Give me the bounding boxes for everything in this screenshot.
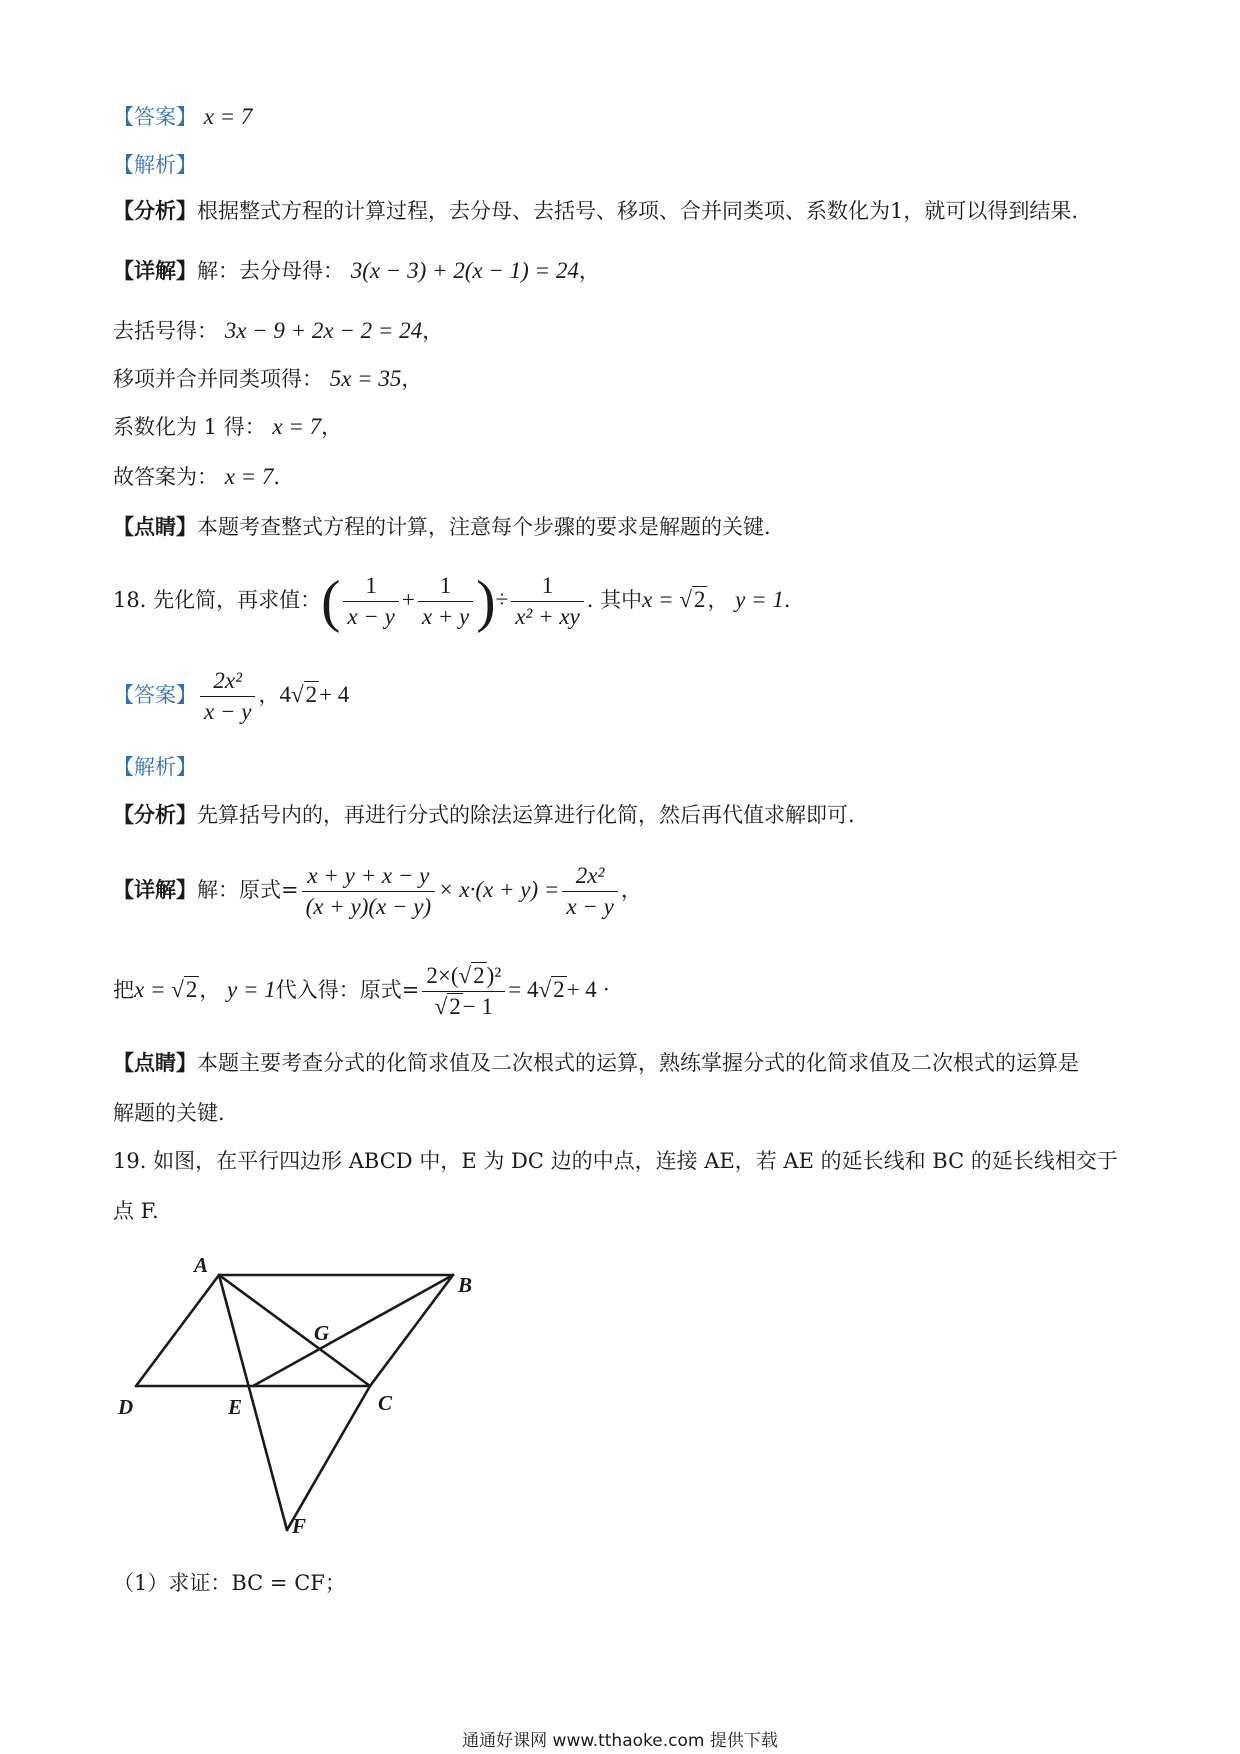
answer-sqrt-arg: 2 xyxy=(305,682,318,707)
step4-math: x = 7 xyxy=(272,414,322,439)
frac1 xyxy=(343,571,398,632)
q17-answer xyxy=(113,102,252,132)
q17-jiexi-tag: 【解析】 xyxy=(113,153,197,177)
sub-num xyxy=(422,961,505,992)
q18-answer xyxy=(113,660,349,730)
edge-ad xyxy=(136,1275,219,1386)
sub-result-sqrt: √2 xyxy=(538,977,565,1002)
xiangjie-tag: 【详解】 xyxy=(113,877,197,902)
sqrt-arg: 2 xyxy=(693,587,706,612)
sub-result-a: = 4 xyxy=(508,977,539,1002)
condition-end: . xyxy=(783,588,791,612)
sub-label1: 把 xyxy=(113,978,134,1002)
sub-den-sqrt-arg: 2 xyxy=(449,994,461,1019)
sub-sqrt-arg: 2 xyxy=(185,977,198,1002)
label-a: A xyxy=(194,1253,209,1277)
xiangjie-mult: × x·(x + y) = xyxy=(438,877,560,902)
sub-label2: 代入得：原式= xyxy=(275,978,420,1002)
label-b: B xyxy=(458,1273,473,1297)
fenxi-tag: 【分析】 xyxy=(113,198,197,223)
dianjing-tag: 【点睛】 xyxy=(113,514,197,539)
fenxi-text: 先算括号内的，再进行分式的除法运算进行化简，然后再代值求解即可. xyxy=(197,803,855,827)
xiangjie-result-den: x − y xyxy=(566,894,614,919)
dianjing-text1: 本题主要考查分式的化简求值及二次根式的运算，熟练掌握分式的化简求值及二次根式的运算是 xyxy=(197,1051,1079,1075)
dianjing-tag: 【点睛】 xyxy=(113,1050,197,1075)
sub-den xyxy=(422,992,505,1022)
answer-value-a: 4 xyxy=(279,682,291,707)
xiangjie-label: 解：原式= xyxy=(197,878,299,902)
parallelogram-figure xyxy=(110,1248,490,1548)
step3-end: ， xyxy=(401,367,423,391)
answer-math: x = 7 xyxy=(203,104,253,129)
sub-num-sqrt: √2 xyxy=(458,963,485,988)
sub-num-a: 2×( xyxy=(426,963,459,988)
condition-prefix: . 其中 xyxy=(586,588,643,612)
sub-sep: ， xyxy=(199,978,221,1002)
frac1-den: x − y xyxy=(347,604,395,629)
q18-dianjing-cont: 解题的关键. xyxy=(113,1101,225,1125)
frac3-num: 1 xyxy=(511,571,584,602)
frac3-den: x² + xy xyxy=(515,604,580,629)
q17-step5 xyxy=(113,462,280,492)
q18-substitution xyxy=(113,952,610,1028)
step1-end: ， xyxy=(578,259,600,283)
xiangjie-result-num: 2x² xyxy=(562,861,617,892)
page-footer: 通通好课网 www.tthaoke.com 提供下载 xyxy=(462,1731,778,1751)
answer-frac xyxy=(200,666,255,727)
xiangjie-frac xyxy=(302,861,436,922)
segment-cf xyxy=(287,1386,370,1530)
label-d: D xyxy=(118,1395,134,1419)
sqrt-2: √2 xyxy=(679,587,706,612)
q17-dianjing xyxy=(113,512,771,542)
q17-step3 xyxy=(113,364,422,394)
answer-sep: ， xyxy=(258,683,280,707)
divide-sign: ÷ xyxy=(495,587,509,612)
q19-line2: 点 F. xyxy=(113,1199,159,1223)
step3-label: 移项并合并同类项得： xyxy=(113,367,323,391)
label-g: G xyxy=(314,1321,330,1345)
step2-end: ， xyxy=(422,319,444,343)
xiangjie-num: x + y + x − y xyxy=(302,861,436,892)
sub-x: x = xyxy=(134,977,172,1002)
step2-label: 去括号得： xyxy=(113,319,218,343)
step3-math: 5x = 35 xyxy=(329,366,402,391)
xiangjie-result xyxy=(562,861,617,922)
q18-jiexi-tag: 【解析】 xyxy=(113,755,197,779)
segment-ac xyxy=(219,1275,370,1386)
q17-fenxi xyxy=(113,196,1078,226)
step5-math: x = 7 xyxy=(224,464,274,489)
step4-end: ， xyxy=(321,415,343,439)
answer-den: x − y xyxy=(204,699,252,724)
q18-xiangjie xyxy=(113,852,642,928)
frac2-num: 1 xyxy=(418,571,473,602)
xiangjie-den: (x + y)(x − y) xyxy=(305,894,432,919)
q17-step2 xyxy=(113,316,443,346)
step2-math: 3x − 9 + 2x − 2 = 24 xyxy=(224,318,423,343)
xiangjie-end: ， xyxy=(620,878,642,902)
right-paren: ) xyxy=(476,568,496,634)
sub-num-sqrt-arg: 2 xyxy=(473,963,485,988)
answer-tag: 【答案】 xyxy=(113,683,197,707)
sub-result-b: + 4 · xyxy=(566,977,611,1002)
step5-end: . xyxy=(273,465,281,489)
step1-math: 3(x − 3) + 2(x − 1) = 24 xyxy=(350,258,579,283)
q18-dianjing xyxy=(113,1048,1079,1078)
q17-step1 xyxy=(113,256,600,286)
label-c: C xyxy=(378,1391,393,1415)
frac2 xyxy=(418,571,473,632)
q17-step4 xyxy=(113,412,342,442)
condition-sep: ， xyxy=(707,588,729,612)
sub-den-sqrt: √2 xyxy=(434,994,461,1019)
step5-label: 故答案为： xyxy=(113,465,218,489)
q19-line1: 19. 如图，在平行四边形 ABCD 中，E 为 DC 边的中点，连接 AE，若 AE 的延长线和 BC 的延长线相交于 xyxy=(113,1149,1118,1173)
answer-num: 2x² xyxy=(200,666,255,697)
xiangjie-tag: 【详解】 xyxy=(113,258,197,283)
sub-y: y = 1 xyxy=(227,977,276,1002)
fenxi-text: 根据整式方程的计算过程，去分母、去括号、移项、合并同类项、系数化为1，就可以得到结果. xyxy=(197,199,1079,223)
fenxi-tag: 【分析】 xyxy=(113,802,197,827)
sub-result-sqrt-arg: 2 xyxy=(553,977,565,1002)
step4-label: 系数化为 1 得： xyxy=(113,415,266,439)
sub-sqrt: √2 xyxy=(171,977,198,1002)
q18-prompt xyxy=(113,562,791,640)
frac3 xyxy=(511,571,584,632)
condition-y: y = 1 xyxy=(735,587,784,612)
frac1-num: 1 xyxy=(343,571,398,602)
plus-sign: + xyxy=(401,587,415,612)
condition-x: x = xyxy=(642,587,680,612)
sub-frac xyxy=(422,961,505,1022)
step1-label: 解：去分母得： xyxy=(197,259,344,283)
q18-prompt-text: 18. 先化简，再求值： xyxy=(113,588,322,612)
label-f: F xyxy=(292,1514,307,1538)
q18-fenxi xyxy=(113,800,855,830)
label-e: E xyxy=(228,1395,243,1419)
dianjing-text: 本题考查整式方程的计算，注意每个步骤的要求是解题的关键. xyxy=(197,515,771,539)
answer-sqrt: √2 xyxy=(290,682,318,707)
answer-value-b: + 4 xyxy=(319,682,350,707)
frac2-den: x + y xyxy=(421,604,470,629)
edge-bc xyxy=(370,1275,453,1386)
segment-eb xyxy=(253,1275,453,1386)
sub-den-b: − 1 xyxy=(462,994,493,1019)
answer-tag: 【答案】 xyxy=(113,105,197,129)
q19-sub1: （1）求证：BC = CF； xyxy=(113,1571,346,1595)
left-paren: ( xyxy=(321,568,341,634)
sub-num-b: )² xyxy=(486,963,502,988)
